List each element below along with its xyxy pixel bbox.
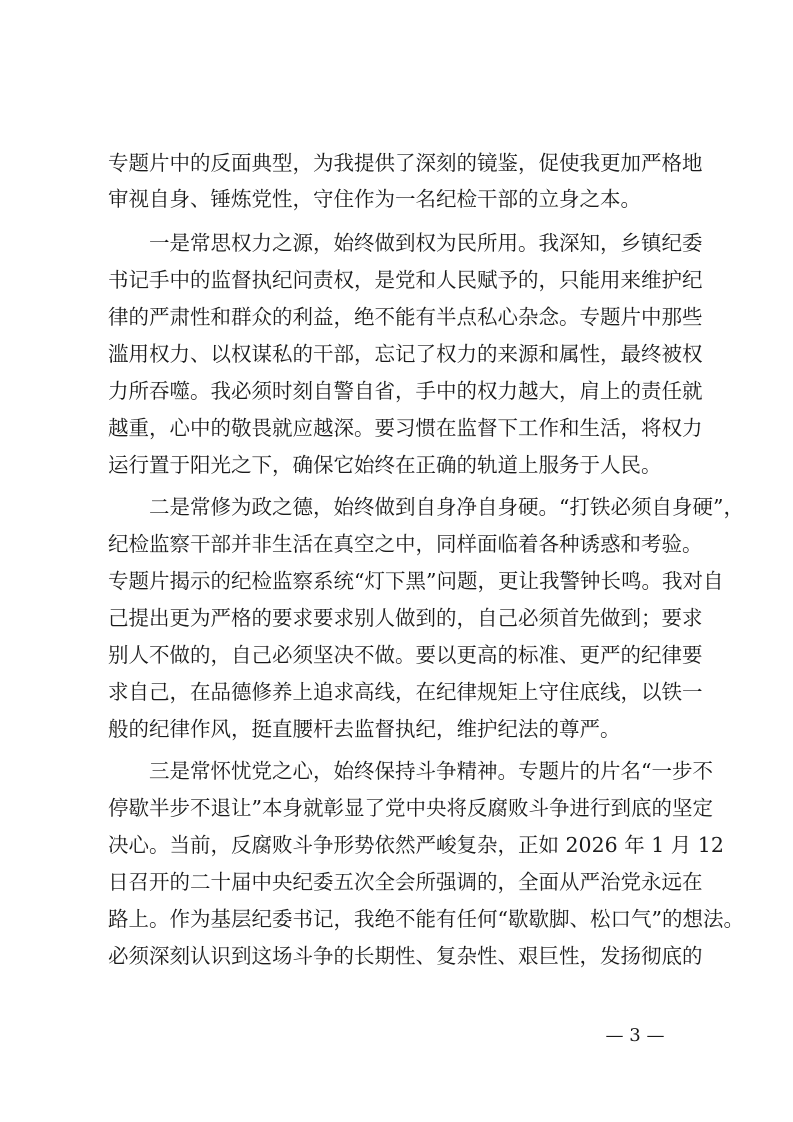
body-line: 己提出更为严格的要求要求别人做到的，自己必须首先做到；要求	[108, 606, 703, 630]
body-line: 路上。作为基层纪委书记，我绝不能有任何“歇歇脚、松口气”的想法。	[108, 907, 744, 931]
body-line: 停歇半步不退让”本身就彰显了党中央将反腐败斗争进行到底的坚定	[108, 796, 713, 820]
body-line: 律的严肃性和群众的利益，绝不能有半点私心杂念。专题片中那些	[108, 305, 703, 329]
body-line: 滥用权力、以权谋私的干部，忘记了权力的来源和属性，最终被权	[108, 342, 703, 366]
body-line: 运行置于阳光之下，确保它始终在正确的轨道上服务于人民。	[108, 453, 662, 477]
body-line: 越重，心中的敬畏就应越深。要习惯在监督下工作和生活，将权力	[108, 416, 703, 440]
body-line: 书记手中的监督执纪问责权，是党和人民赋予的，只能用来维护纪	[108, 268, 703, 292]
body-line: 三是常怀忧党之心，始终保持斗争精神。专题片的片名“一步不	[108, 759, 713, 783]
body-line: 一是常思权力之源，始终做到权为民所用。我深知，乡镇纪委	[108, 231, 703, 255]
body-line: 决心。当前，反腐败斗争形势依然严峻复杂，正如 2026 年 1 月 12	[108, 833, 724, 857]
body-line: 纪检监察干部并非生活在真空之中，同样面临着各种诱惑和考验。	[108, 532, 703, 556]
body-line: 审视自身、锤炼党性，守住作为一名纪检干部的立身之本。	[108, 187, 641, 211]
body-line: 求自己，在品德修养上追求高线，在纪律规矩上守住底线，以铁一	[108, 680, 703, 704]
body-line: 必须深刻认识到这场斗争的长期性、复杂性、艰巨性，发扬彻底的	[108, 944, 703, 968]
body-line: 专题片揭示的纪检监察系统“灯下黑”问题，更让我警钟长鸣。我对自	[108, 569, 724, 593]
body-line: 力所吞噬。我必须时刻自警自省，手中的权力越大，肩上的责任就	[108, 379, 703, 403]
body-line: 二是常修为政之德，始终做到自身净自身硬。“打铁必须自身硬”，	[108, 495, 744, 519]
body-line: 般的纪律作风，挺直腰杆去监督执纪，维护纪法的尊严。	[108, 717, 621, 741]
body-line: 日召开的二十届中央纪委五次全会所强调的，全面从严治党永远在	[108, 870, 703, 894]
body-line: 专题片中的反面典型，为我提供了深刻的镜鉴，促使我更加严格地	[108, 151, 703, 175]
page-number: — 3 —	[605, 1025, 665, 1046]
body-line: 别人不做的，自己必须坚决不做。要以更高的标准、更严的纪律要	[108, 643, 703, 667]
